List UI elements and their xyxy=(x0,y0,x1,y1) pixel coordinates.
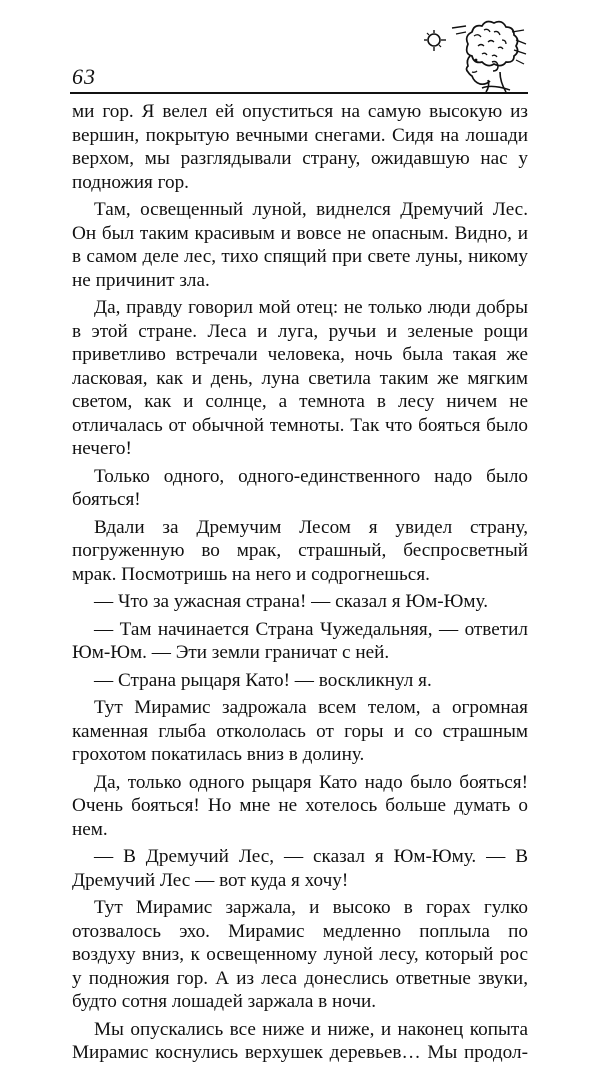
header-rule xyxy=(70,92,528,94)
page-number: 63 xyxy=(72,64,96,89)
boy-head-sketch-icon xyxy=(422,14,530,94)
paragraph-2: Там, освещенный луной, виднелся Дремучий Лес. Он был таким красивым и вовсе не опасным. Видно, и в самом деле лес, тихо спящий при свете луны, никому не причинит зла. xyxy=(72,199,528,291)
body-text xyxy=(72,100,528,1069)
paragraph-7: — Там начинается Страна Чужедальняя, — ответил Юм-Юм. — Эти земли граничат с ней. xyxy=(72,618,528,663)
page-header xyxy=(70,14,530,100)
paragraph-4: Только одного, одного-единственного надо было бояться! xyxy=(72,465,528,510)
paragraph-9: Тут Мирамис задрожала всем телом, а огромная каменная глыба откололась от горы и со страшным грохотом покатилась вниз в долину. xyxy=(72,697,528,765)
paragraph-12: Тут Мирамис заржала, и высоко в горах гулко отозвалось эхо. Мирамис медленно поплыла по воздуху вниз, к освещенному луной лесу, который рос у подножия гор. А из леса донеслись ответные звуки, будто сотня лошадей заржала в ночи. xyxy=(72,897,528,1012)
paragraph-1: ми гор. Я велел ей опуститься на самую высокую из вершин, покрытую вечными снегами. Сидя на лошади верхом, мы разглядывали страну, ожидавшую нас у подножия гор. xyxy=(72,101,528,193)
paragraph-6: — Что за ужасная страна! — сказал я Юм-Юму. xyxy=(94,591,489,612)
paragraph-10: Да, только одного рыцаря Като надо было бояться! Очень бояться! Но мне не хотелось больше думать о нем. xyxy=(72,771,528,840)
paragraph-5: Вдали за Дремучим Лесом я увидел страну, погруженную во мрак, страшный, беспросветный мрак. Посмотришь на него и содрогнешься. xyxy=(72,516,528,585)
paragraph-3: Да, правду говорил мой отец: не только люди добры в этой стране. Леса и луга, ручьи и зеленые рощи приветливо встречали человека, ночь была такая же ласковая, как и день, луна светила таким же мягким светом, как и солнце, а темнота в лесу ничем не отличалась от обычной темноты. Так что бояться было нечего! xyxy=(72,297,528,459)
paragraph-11: — В Дремучий Лес, — сказал я Юм-Юму. — В Дремучий Лес — вот куда я хочу! xyxy=(72,846,528,891)
paragraph-13: Мы опускались все ниже и ниже, и наконец копыта Мирамис коснулись верхушек деревьев… Мы продол- xyxy=(72,1018,528,1063)
paragraph-8: — Страна рыцаря Като! — воскликнул я. xyxy=(94,669,432,691)
